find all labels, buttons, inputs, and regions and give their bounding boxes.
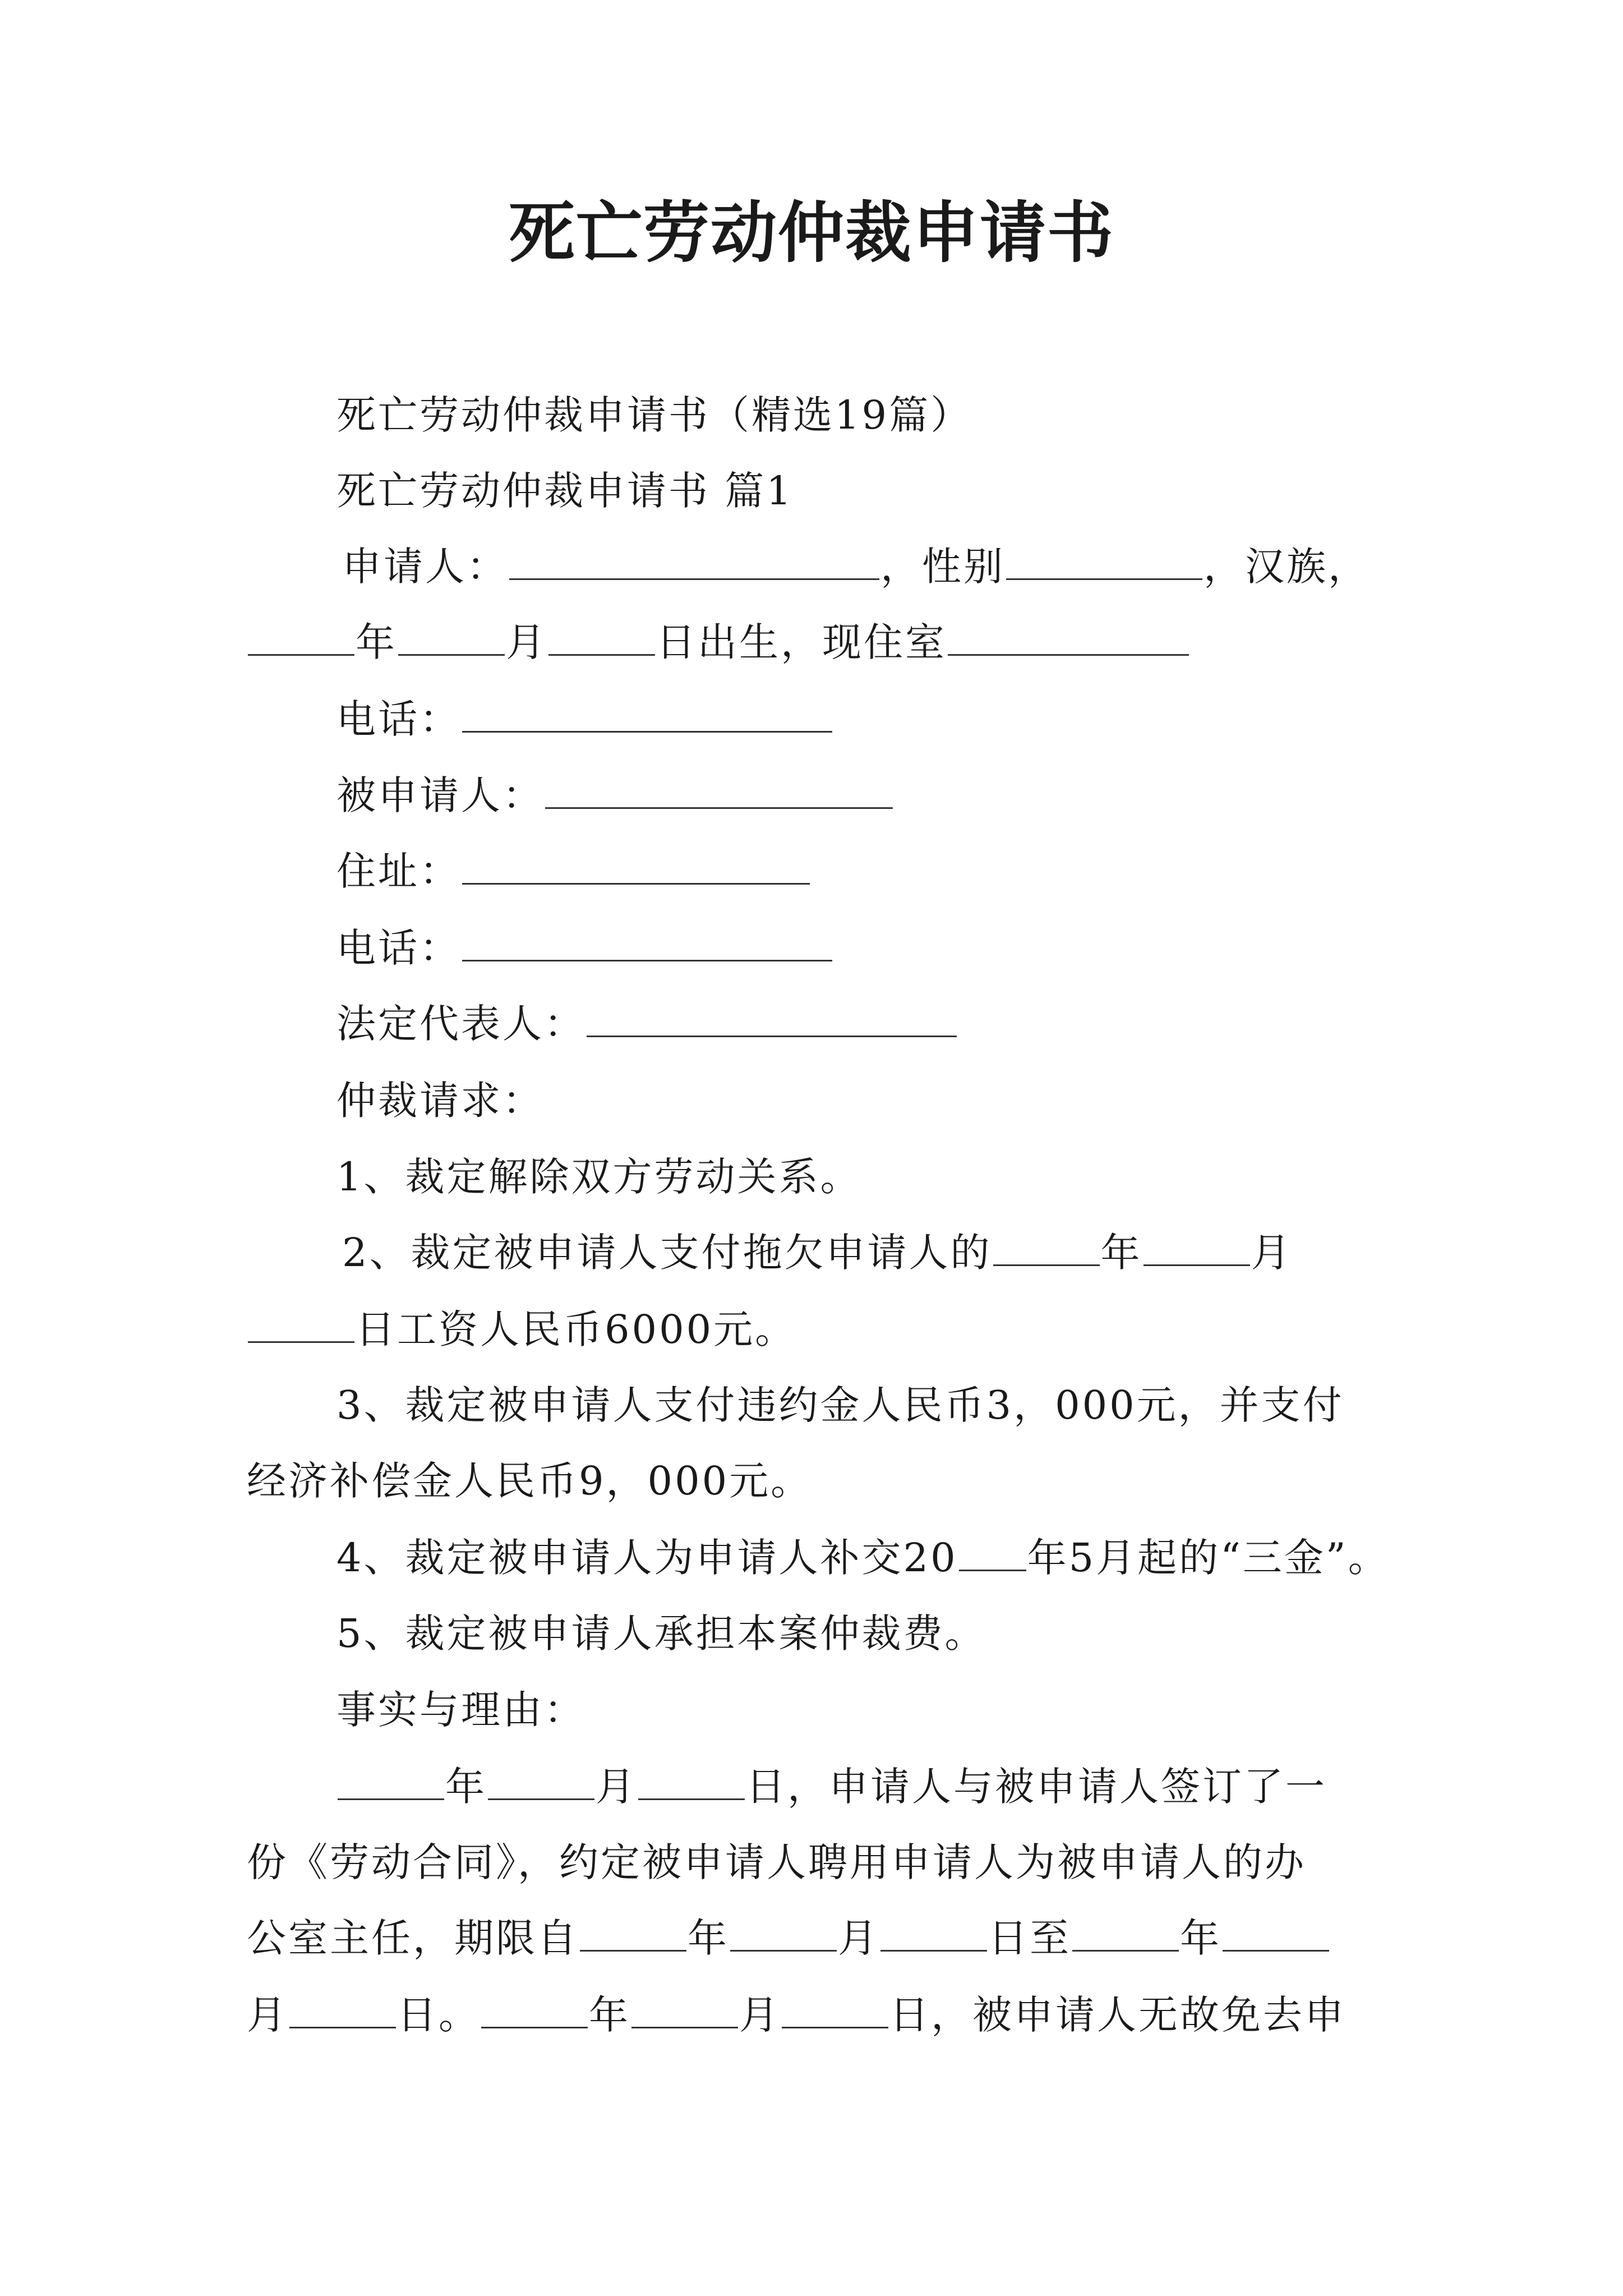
claim-2-month: 月 <box>1251 1230 1293 1276</box>
claim-3-cont <box>247 1453 812 1509</box>
dismiss-day-blank <box>782 1987 888 2028</box>
year-label: 年 <box>356 619 397 665</box>
respondent-line <box>336 767 894 823</box>
legal-rep-line <box>336 996 958 1052</box>
facts-month: 月 <box>596 1764 637 1810</box>
applicant-label: 申请人： <box>342 544 508 590</box>
facts-line-4 <box>247 1987 1346 2043</box>
document-title: 死亡劳动仲裁申请书 <box>508 194 1114 272</box>
term-start-day-blank <box>880 1911 987 1952</box>
legal-rep-label: 法定代表人： <box>336 1001 585 1047</box>
claim-2-text: 2、裁定被申请人支付拖欠申请人的 <box>342 1230 992 1276</box>
dismiss-year: 年 <box>589 1992 630 2038</box>
term-end-month: 月 <box>247 1992 288 2038</box>
respondent-label: 被申请人： <box>336 772 544 818</box>
claim-3-text: 3、裁定被申请人支付违约金人民币3，000元，并支付 <box>336 1382 1344 1428</box>
term-start-year: 年 <box>688 1915 729 1961</box>
ethnicity-label: ，汉族， <box>1204 544 1370 590</box>
subtitle-line <box>336 387 972 443</box>
dismiss-month-blank <box>631 1987 738 2028</box>
claim-2-year: 年 <box>1100 1230 1142 1276</box>
facts-heading-text: 事实与理由： <box>336 1687 585 1733</box>
claim-3-cont-text: 经济补偿金人民币9，000元。 <box>247 1458 813 1504</box>
respondent-blank <box>545 768 893 809</box>
birth-residence-label: 日出生，现住室 <box>656 619 947 665</box>
phone-label: 电话： <box>336 696 461 742</box>
gender-label: ，性别 <box>880 544 1005 590</box>
address-blank <box>462 844 810 885</box>
phone-blank <box>462 692 832 733</box>
facts-line-1 <box>336 1759 1327 1815</box>
facts-year-blank <box>338 1759 444 1800</box>
term-to: 日至 <box>988 1915 1071 1961</box>
facts-line-2 <box>247 1834 1306 1890</box>
legal-rep-blank <box>587 996 957 1037</box>
residence-blank <box>948 615 1189 656</box>
claim-4-cont-text: 年5月起的“三金”。 <box>1027 1535 1390 1581</box>
claims-heading-text: 仲裁请求： <box>336 1078 544 1124</box>
term-start-month-blank <box>730 1911 837 1952</box>
facts-day-blank <box>638 1759 745 1800</box>
month-label: 月 <box>506 619 547 665</box>
respondent-phone-line <box>336 920 833 976</box>
section-heading <box>336 463 794 519</box>
respondent-phone-label: 电话： <box>336 925 461 971</box>
subtitle-text: 死亡劳动仲裁申请书（精选19篇） <box>336 392 972 438</box>
facts-line-3-text: 公室主任，期限自 <box>247 1915 579 1961</box>
claim-2-cont <box>247 1301 796 1358</box>
address-label: 住址： <box>336 848 461 894</box>
term-end-year-blank <box>1072 1911 1179 1952</box>
birth-day-blank <box>548 615 655 656</box>
term-start-year-blank <box>580 1911 686 1952</box>
term-end-day: 日。 <box>397 1992 480 2038</box>
applicant-blank <box>509 539 879 580</box>
claim-5-text: 5、裁定被申请人承担本案仲裁费。 <box>336 1611 986 1657</box>
claim-2-day-blank <box>248 1302 354 1343</box>
claim-1 <box>336 1149 862 1205</box>
dismiss-year-blank <box>481 1987 588 2028</box>
gender-blank <box>1006 539 1202 580</box>
claim-5 <box>336 1605 986 1662</box>
claim-2 <box>342 1225 1293 1281</box>
claim-4-text: 4、裁定被申请人为申请人补交20 <box>336 1535 958 1581</box>
facts-line-1-text: 日，申请人与被申请人签订了一 <box>746 1764 1327 1810</box>
claims-heading <box>336 1073 544 1129</box>
term-end-year: 年 <box>1180 1915 1221 1961</box>
phone-line <box>336 691 833 747</box>
respondent-phone-blank <box>462 921 832 961</box>
term-end-month-blank <box>1223 1911 1329 1952</box>
claim-3 <box>336 1377 1344 1433</box>
claim-4-year-blank <box>959 1530 1026 1571</box>
applicant-line <box>342 539 1370 595</box>
claim-4 <box>336 1530 1390 1586</box>
section-heading-text: 死亡劳动仲裁申请书 篇1 <box>336 468 794 514</box>
facts-line-2-text: 份《劳动合同》，约定被申请人聘用申请人为被申请人的办 <box>247 1839 1306 1885</box>
claim-2-year-blank <box>993 1225 1100 1266</box>
term-end-day-blank <box>289 1987 396 2028</box>
claim-2-month-blank <box>1144 1225 1250 1266</box>
facts-heading <box>336 1682 585 1738</box>
facts-line-3 <box>247 1910 1330 1966</box>
facts-line-4-text: 日，被申请人无故免去申 <box>889 1992 1346 2038</box>
facts-month-blank <box>488 1759 594 1800</box>
dismiss-month: 月 <box>739 1992 781 2038</box>
claim-2-cont-text: 日工资人民币6000元。 <box>356 1306 797 1352</box>
claim-1-text: 1、裁定解除双方劳动关系。 <box>336 1154 862 1200</box>
birth-year-blank <box>248 615 354 656</box>
birth-month-blank <box>398 615 505 656</box>
facts-year: 年 <box>445 1764 487 1810</box>
term-start-month: 月 <box>838 1915 879 1961</box>
address-line <box>336 843 811 899</box>
birth-line <box>247 614 1190 670</box>
